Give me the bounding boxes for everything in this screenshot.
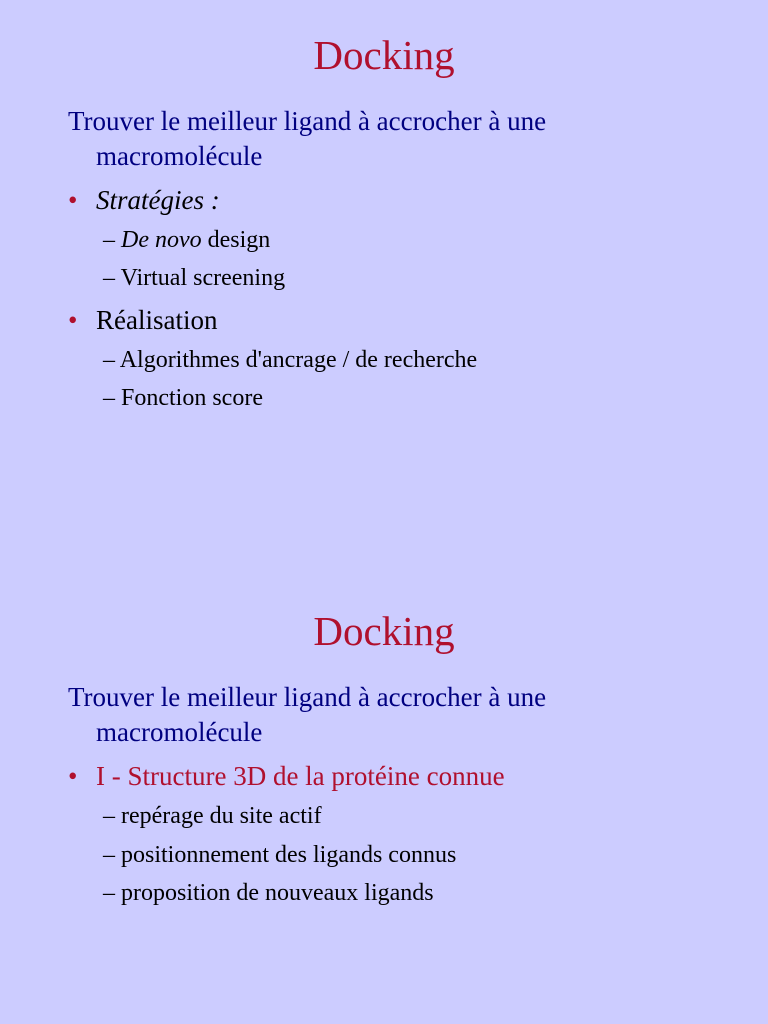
sub-item-algorithmes [103, 345, 477, 375]
sub-label: Algorithmes d'ancrage / de recherche [119, 347, 478, 373]
bullet-dot: • [68, 761, 78, 791]
sub-label: proposition de nouveaux ligands [121, 880, 434, 906]
sub-item-positionnement [103, 840, 456, 870]
bullet-dot: • [68, 305, 78, 335]
sub-dash: – [103, 880, 121, 906]
bullet-structure-3d [68, 759, 505, 793]
intro-line-1: Trouver le meilleur ligand à accrocher à une [68, 106, 547, 136]
slide-title: Docking [313, 608, 455, 654]
bullet-label: Stratégies : [96, 185, 220, 215]
bullet-strategies [68, 183, 220, 217]
intro-line-1: Trouver le meilleur ligand à accrocher à une [68, 682, 547, 712]
sub-label: Virtual screening [120, 265, 286, 291]
sub-label: positionnement des ligands connus [121, 842, 457, 868]
sub-dash: – [103, 803, 121, 829]
sub-label: design [201, 227, 271, 253]
intro-line-2: macromolécule [96, 141, 263, 171]
sub-italic: De novo [121, 227, 202, 253]
bullet-label: I - Structure 3D de la protéine connue [96, 761, 505, 791]
sub-label: repérage du site actif [121, 803, 322, 829]
intro-text [68, 680, 708, 750]
sub-dash: – [103, 265, 121, 291]
sub-dash: – [103, 385, 121, 411]
sub-item-reperage [103, 801, 322, 831]
sub-label: Fonction score [121, 385, 263, 411]
bullet-dot: • [68, 185, 78, 215]
sub-item-proposition [103, 878, 434, 908]
slide-title: Docking [313, 32, 455, 78]
sub-item-de-novo [103, 225, 270, 255]
intro-line-2: macromolécule [96, 717, 263, 747]
intro-text [68, 104, 708, 174]
sub-item-virtual-screening [103, 263, 285, 293]
bullet-realisation [68, 303, 217, 337]
sub-dash: – [103, 842, 121, 868]
sub-item-fonction-score [103, 383, 263, 413]
sub-dash: – [103, 347, 120, 373]
sub-dash: – [103, 227, 121, 253]
bullet-label: Réalisation [96, 305, 218, 335]
